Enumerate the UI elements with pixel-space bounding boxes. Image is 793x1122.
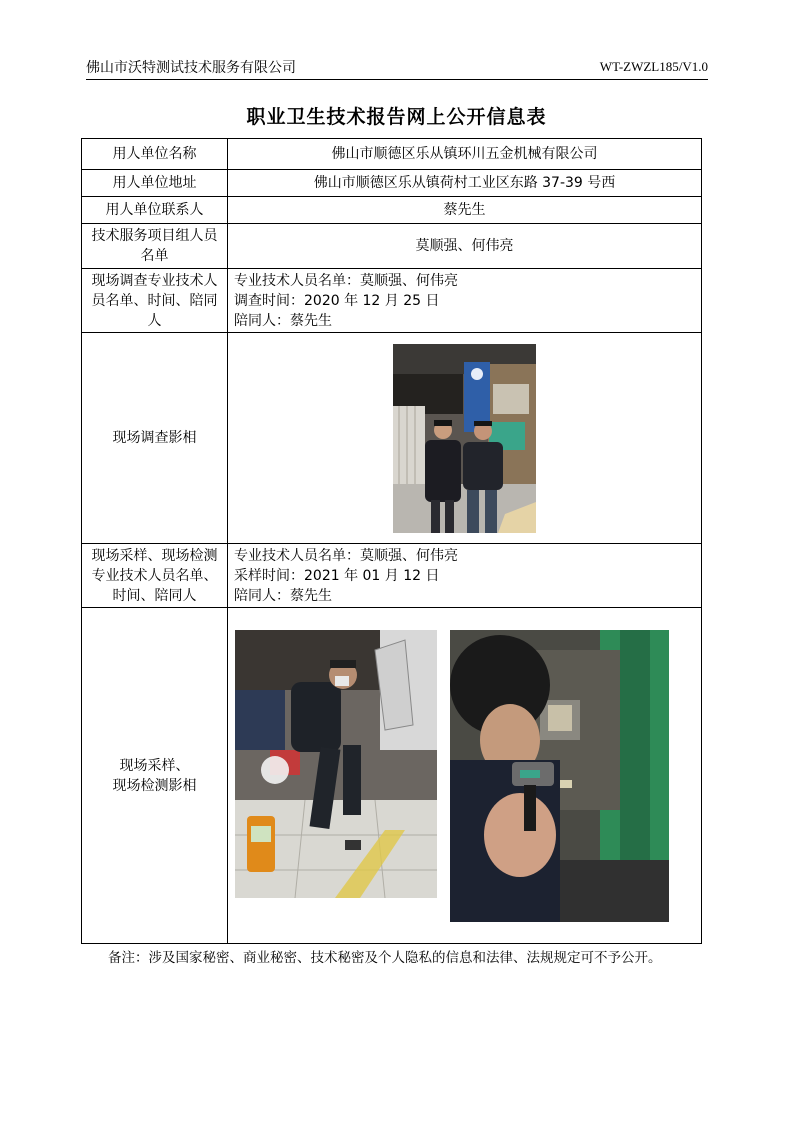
- survey-photo-image: [393, 344, 536, 533]
- label-project-team: 技术服务项目组人员 名单: [82, 224, 228, 269]
- label-unit-address: 用人单位地址: [82, 170, 228, 197]
- value-unit-address: 佛山市顺德区乐从镇荷村工业区东路 37-39 号西: [228, 170, 702, 197]
- label-unit-contact: 用人单位联系人: [82, 197, 228, 224]
- value-project-team: 莫顺强、何伟亮: [228, 224, 702, 269]
- row-sampling: [82, 544, 702, 608]
- info-table: [81, 138, 702, 944]
- company-name: 佛山市沃特测试技术服务有限公司: [86, 60, 296, 76]
- sampling-photo-image: [235, 630, 437, 898]
- detection-photo-image: [450, 630, 669, 922]
- value-sampling: [228, 544, 702, 608]
- sampling-companion: 陪同人：蔡先生: [234, 587, 332, 604]
- footnote: 备注：涉及国家秘密、商业秘密、技术秘密及个人隐私的信息和法律、法规规定可不予公开。: [108, 950, 662, 966]
- sampling-time: 采样时间：2021 年 01 月 12 日: [234, 567, 440, 584]
- page-title: 职业卫生技术报告网上公开信息表: [246, 106, 547, 128]
- label-survey-photo: 现场调查影相: [82, 333, 228, 544]
- survey-time: 调查时间：2020 年 12 月 25 日: [234, 292, 440, 309]
- label-sampling: 现场采样、现场检测 专业技术人员名单、 时间、陪同人: [82, 544, 228, 608]
- label-sampling-photo: 现场采样、 现场检测影相: [82, 608, 228, 944]
- label-unit-name: 用人单位名称: [82, 139, 228, 170]
- survey-staff: 专业技术人员名单：莫顺强、何伟亮: [234, 272, 458, 289]
- value-survey: [228, 269, 702, 333]
- row-unit-name: [82, 139, 702, 170]
- row-unit-contact: [82, 197, 702, 224]
- row-unit-address: [82, 170, 702, 197]
- sampling-staff: 专业技术人员名单：莫顺强、何伟亮: [234, 547, 458, 564]
- row-survey-photo: [82, 333, 702, 544]
- document-code: WT-ZWZL185/V1.0: [599, 59, 708, 74]
- row-sampling-photo: [82, 608, 702, 944]
- value-unit-contact: 蔡先生: [228, 197, 702, 224]
- label-survey: 现场调查专业技术人 员名单、时间、陪同 人: [82, 269, 228, 333]
- survey-photo: [393, 344, 536, 533]
- row-survey: [82, 269, 702, 333]
- page-header: [86, 55, 708, 80]
- value-unit-name: 佛山市顺德区乐从镇环川五金机械有限公司: [228, 139, 702, 170]
- row-project-team: [82, 224, 702, 269]
- survey-companion: 陪同人：蔡先生: [234, 312, 332, 329]
